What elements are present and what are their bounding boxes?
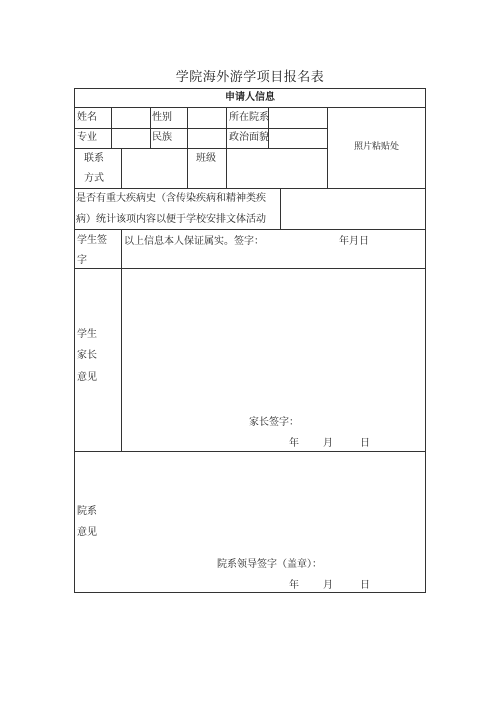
form-title: 学院海外游学项目报名表 bbox=[175, 70, 325, 85]
photo-placeholder: 照片粘贴处 bbox=[353, 142, 399, 152]
rule-under-header bbox=[74, 107, 426, 108]
label-class: 班级 bbox=[196, 153, 216, 164]
dept-date-year: 年 bbox=[289, 580, 299, 591]
section-header: 申请人信息 bbox=[225, 92, 275, 103]
border-bottom bbox=[74, 592, 426, 593]
border-left bbox=[74, 88, 75, 593]
label-ethnicity: 民族 bbox=[152, 132, 172, 143]
col-class-left bbox=[187, 107, 188, 189]
label-name: 姓名 bbox=[77, 112, 97, 123]
col-medical-sep bbox=[280, 188, 281, 229]
dept-date-month: 月 bbox=[323, 580, 333, 591]
label-political-status: 政治面貌 bbox=[229, 132, 269, 143]
col-name-sep bbox=[111, 107, 112, 148]
label-parent-line3: 意见 bbox=[77, 372, 97, 383]
dept-date-day: 日 bbox=[360, 580, 370, 591]
label-parent-line2: 家长 bbox=[77, 350, 97, 361]
student-statement: 以上信息本人保证属实。签字： bbox=[124, 236, 264, 247]
col-gender-sep bbox=[150, 107, 151, 148]
label-major: 专业 bbox=[77, 132, 97, 143]
border-top bbox=[74, 88, 426, 89]
label-contact-line1: 联系 bbox=[84, 153, 104, 164]
label-student-sign-line1: 学生签 bbox=[77, 235, 107, 246]
dept-signature-label: 院系领导签字（盖章）： bbox=[217, 559, 322, 570]
border-right bbox=[425, 88, 426, 593]
student-sign-date: 年月日 bbox=[339, 236, 369, 247]
parent-date-year: 年 bbox=[289, 438, 299, 449]
medical-question-line1: 是否有重大疾病史（含传染疾病和精神类疾 bbox=[76, 193, 266, 204]
col-class-right bbox=[226, 107, 227, 189]
label-dept-line1: 院系 bbox=[77, 506, 97, 517]
label-parent-line1: 学生 bbox=[77, 329, 97, 340]
rule-student-sign bbox=[74, 268, 426, 269]
rule-parent bbox=[74, 451, 426, 452]
medical-question-line2: 病）统计该项内容以便于学校安排文体活动 bbox=[76, 214, 266, 225]
label-gender: 性别 bbox=[152, 112, 172, 123]
label-student-sign-line2: 字 bbox=[77, 255, 87, 266]
rule-row2 bbox=[74, 148, 327, 149]
label-dept-line2: 意见 bbox=[77, 527, 97, 538]
label-contact-line2: 方式 bbox=[84, 173, 104, 184]
parent-date-day: 日 bbox=[360, 438, 370, 449]
parent-date-month: 月 bbox=[323, 438, 333, 449]
label-department: 所在院系 bbox=[229, 112, 269, 123]
parent-signature-label: 家长签字： bbox=[249, 417, 299, 428]
col-label-sep bbox=[121, 148, 122, 189]
rule-row3 bbox=[74, 188, 426, 189]
rule-medical bbox=[74, 229, 426, 230]
col-sign-sep bbox=[121, 229, 122, 451]
